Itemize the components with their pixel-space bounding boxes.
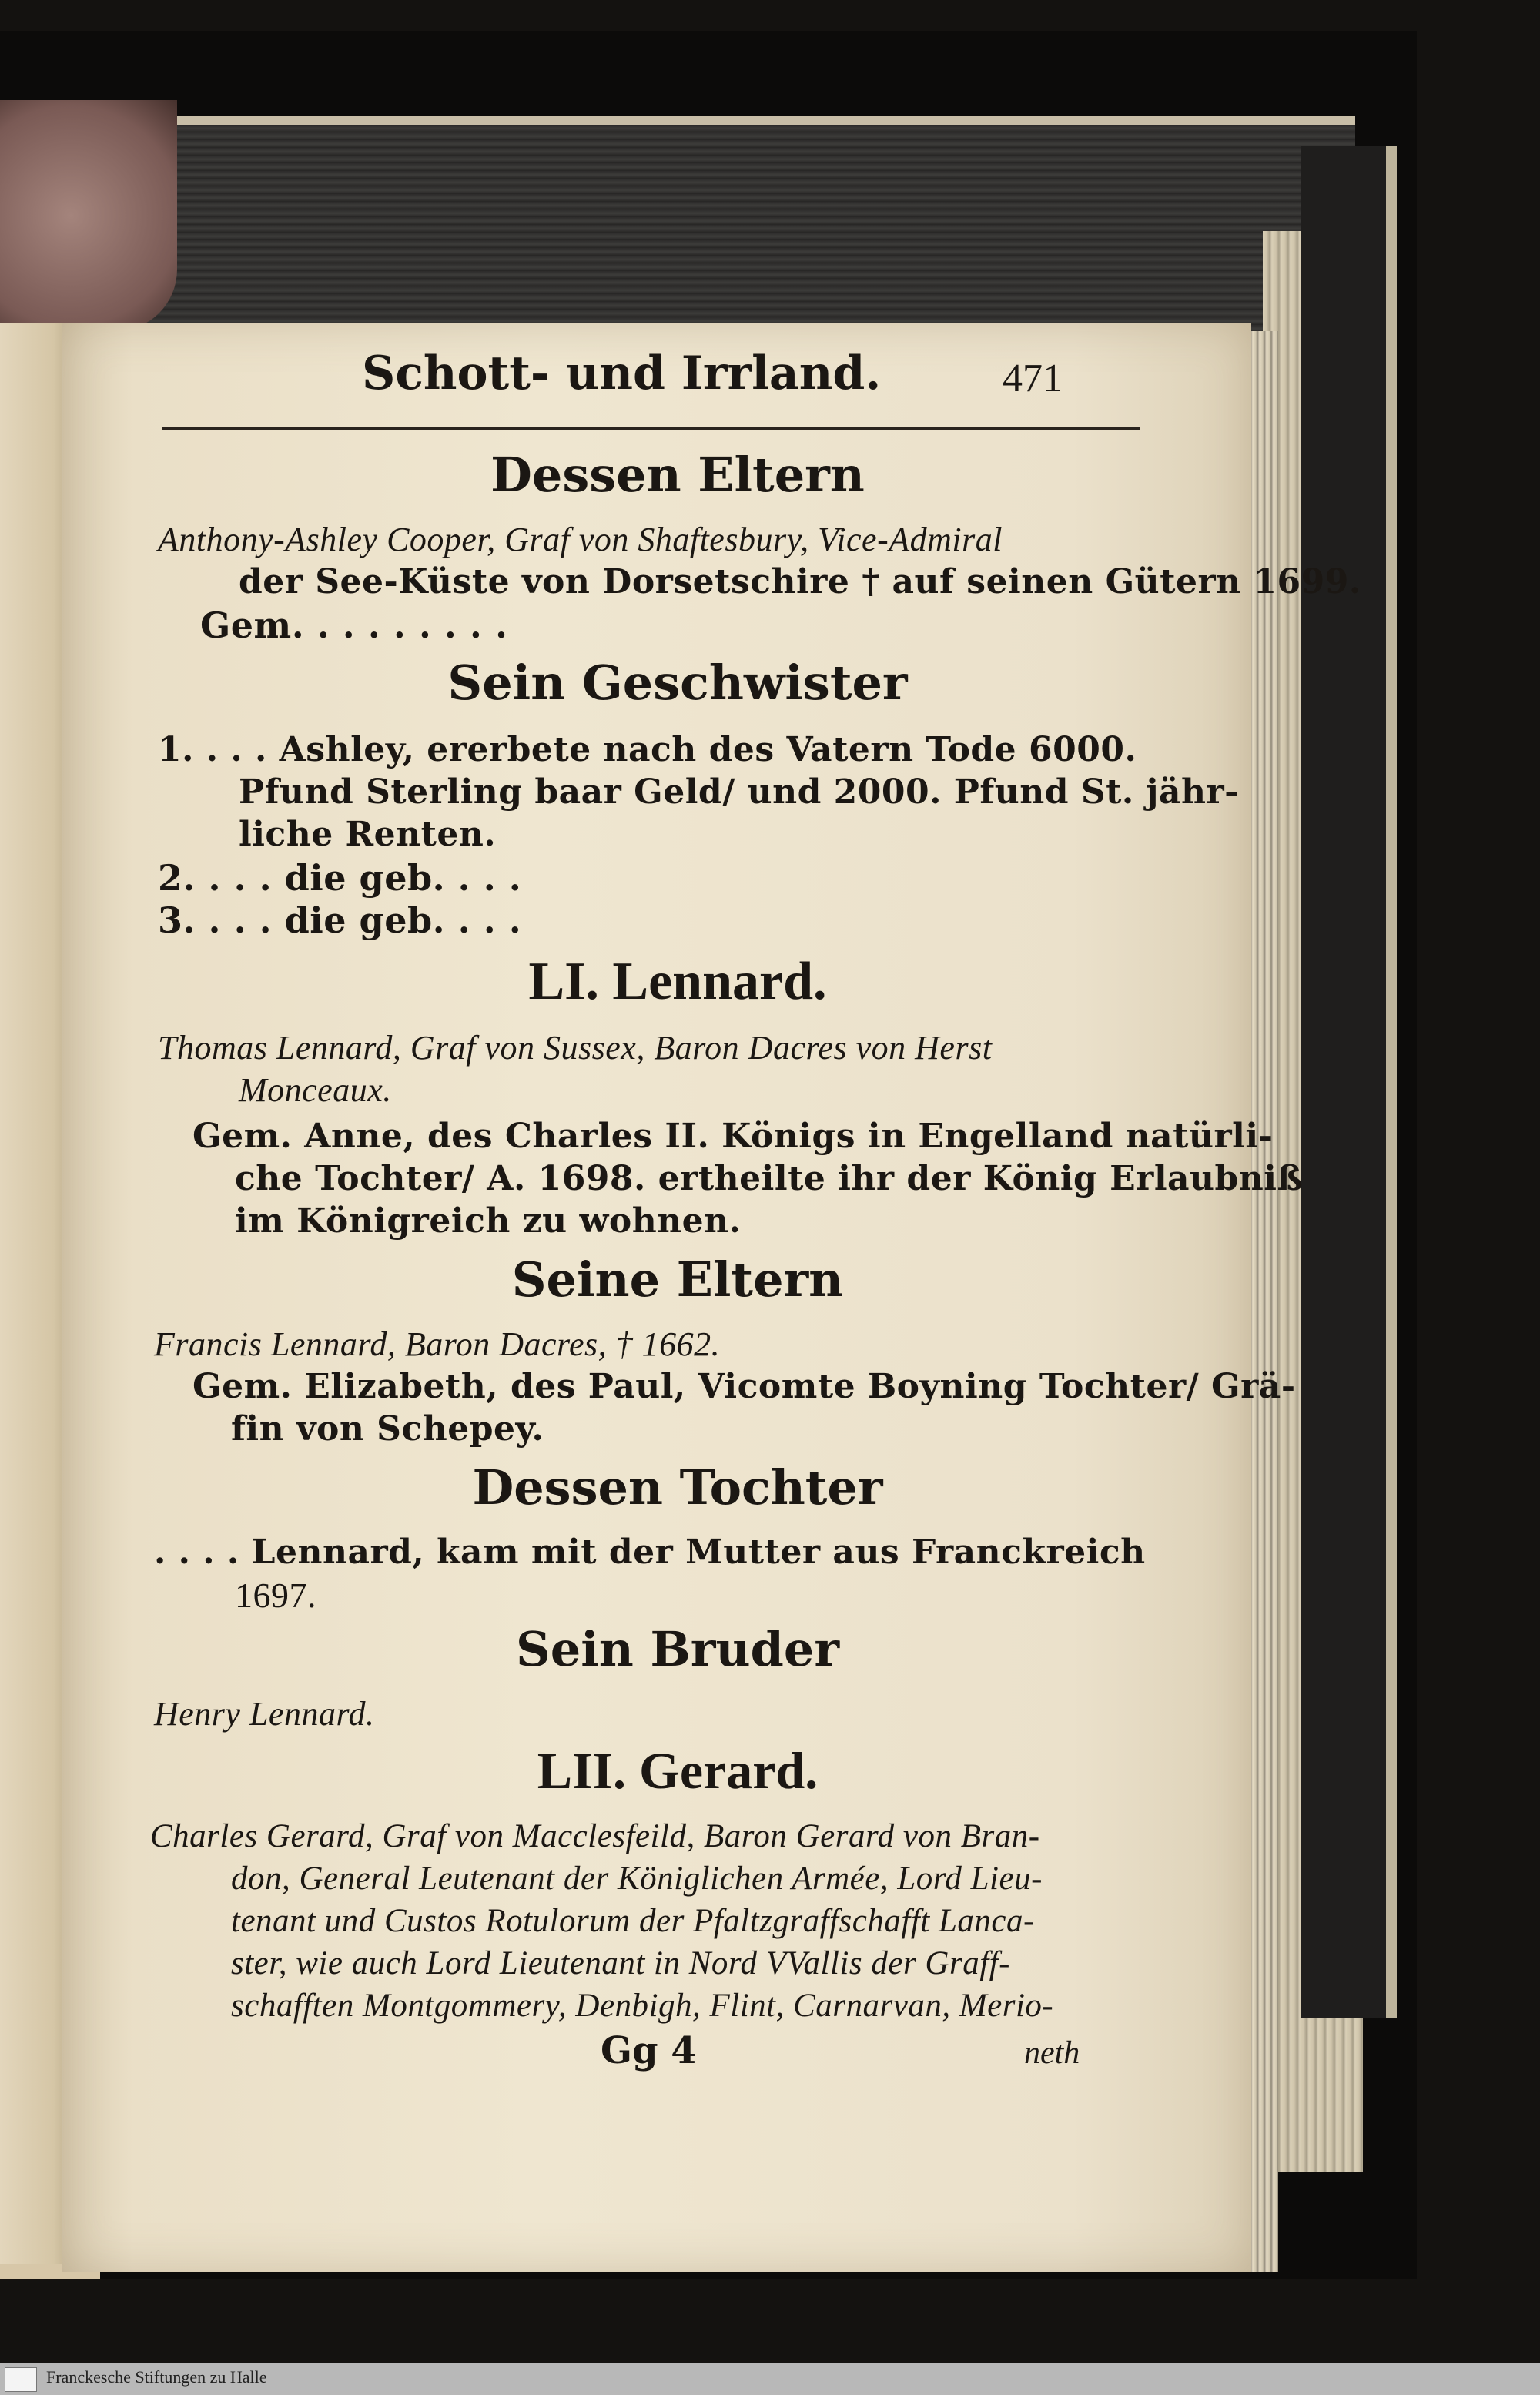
- signature-mark: Gg 4: [601, 2029, 697, 2072]
- section-heading-gerard: LII. Gerard.: [537, 1741, 819, 1800]
- text-line: liche Renten.: [239, 815, 497, 854]
- headband: [0, 100, 177, 331]
- text-line: Pfund Sterling baar Geld/ und 2000. Pfund St. jähr-: [239, 772, 1239, 812]
- text-line: Monceaux.: [239, 1071, 392, 1109]
- section-heading-sein-geschwister: Sein Geschwister: [447, 655, 908, 711]
- text-line: schafften Montgommery, Denbigh, Flint, Carnarvan, Merio-: [231, 1988, 1054, 2024]
- section-heading-seine-eltern: Seine Eltern: [511, 1251, 844, 1308]
- list-item: 1. . . . Ashley, ererbete nach des Vatern Tode 6000.: [158, 730, 1137, 769]
- text-line: der See-Küste von Dorsetschire † auf seinen Gütern 1699.: [239, 562, 1361, 601]
- text-line: Gem. . . . . . . . .: [200, 605, 508, 646]
- text-line: che Tochter/ A. 1698. ertheilte ihr der König Erlaubniß: [235, 1159, 1304, 1198]
- list-item: 2. . . . die geb. . . .: [158, 857, 522, 899]
- text-line: fin von Schepey.: [231, 1409, 544, 1449]
- running-head-title: Schott- und Irrland.: [362, 347, 882, 400]
- page-edges-top: [92, 116, 1355, 348]
- text-line: tenant und Custos Rotulorum der Pfaltzgraffschafft Lanca-: [231, 1903, 1035, 1939]
- text-line: Charles Gerard, Graf von Macclesfeild, Baron Gerard von Bran-: [150, 1818, 1040, 1854]
- text-line: don, General Leutenant der Königlichen Armée, Lord Lieu-: [231, 1861, 1043, 1897]
- section-heading-dessen-eltern: Dessen Eltern: [490, 447, 865, 503]
- section-heading-sein-bruder: Sein Bruder: [515, 1621, 840, 1677]
- text-line: Thomas Lennard, Graf von Sussex, Baron Dacres von Herst: [158, 1029, 993, 1067]
- text-line: Anthony-Ashley Cooper, Graf von Shaftesbury, Vice-Admiral: [158, 521, 1003, 558]
- page-number: 471: [1003, 357, 1063, 400]
- header-rule: [162, 427, 1140, 430]
- text-line: . . . . Lennard, kam mit der Mutter aus Franckreich: [154, 1532, 1146, 1572]
- text-line: Gem. Anne, des Charles II. Königs in Engelland natürli-: [192, 1117, 1274, 1156]
- institution-logo-icon: [5, 2367, 37, 2392]
- text-line: im Königreich zu wohnen.: [235, 1201, 742, 1241]
- text-line: Francis Lennard, Baron Dacres, † 1662.: [154, 1325, 721, 1363]
- text-line: ster, wie auch Lord Lieutenant in Nord VVallis der Graff-: [231, 1945, 1010, 1981]
- text-line: Henry Lennard.: [154, 1695, 375, 1733]
- archive-credit: Franckesche Stiftungen zu Halle: [46, 2367, 267, 2387]
- catchword: neth: [1024, 2035, 1080, 2071]
- section-heading-dessen-tochter: Dessen Tochter: [472, 1459, 883, 1516]
- book-page: [62, 323, 1361, 2272]
- text-line: 1697.: [235, 1576, 316, 1615]
- section-heading-lennard: LI. Lennard.: [528, 952, 827, 1011]
- text-line: Gem. Elizabeth, des Paul, Vicomte Boyning Tochter/ Grä-: [192, 1367, 1296, 1406]
- list-item: 3. . . . die geb. . . .: [158, 899, 522, 941]
- book-cover-right: [1301, 146, 1397, 2018]
